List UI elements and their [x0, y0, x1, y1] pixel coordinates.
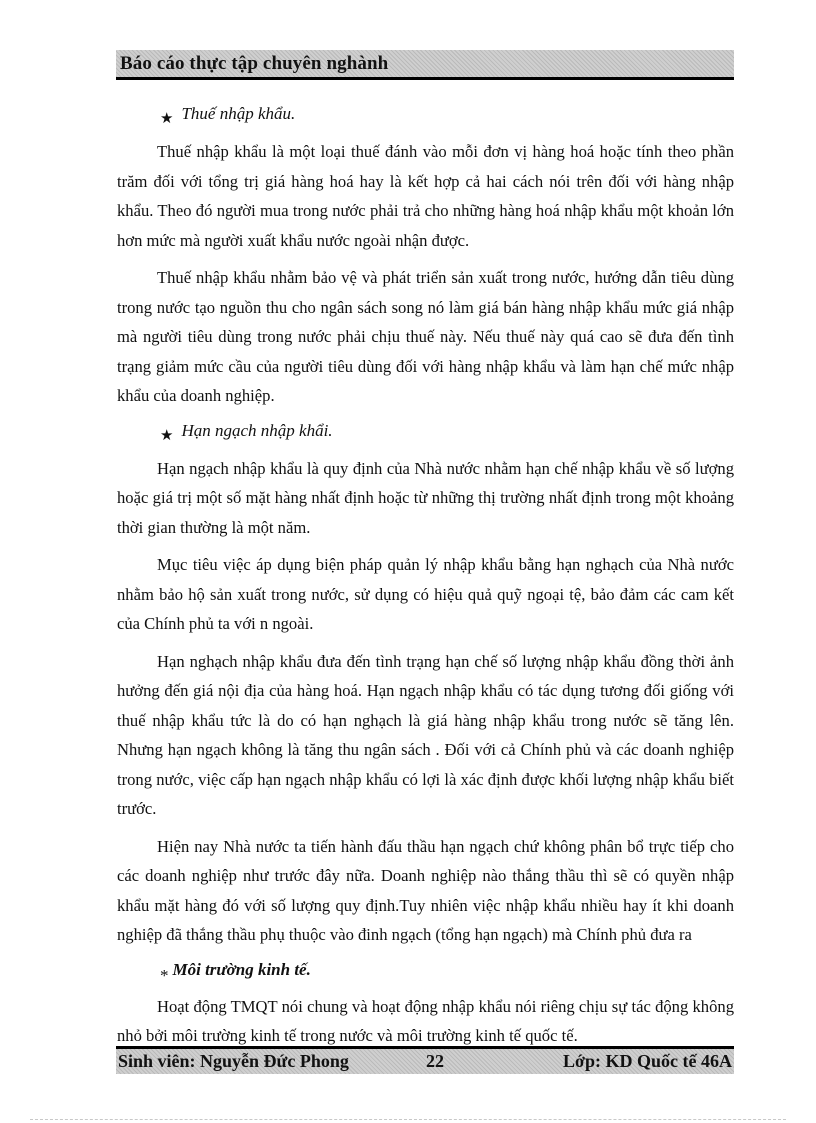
heading-import-tax: [160, 102, 734, 127]
paragraph: Thuế nhập khẩu là một loại thuế đánh vào mỗi đơn vị hàng hoá hoặc tính theo phần trăm đối với tổng trị giá hàng hoá hay là kết hợp cả hai cách nói trên đối với hàng nhập khẩu. Theo đó người mua trong nước phải trả cho những hàng hoá nhập khẩu một khoản lớn hơn mức mà người xuất khẩu nước ngoài nhận được.: [117, 142, 734, 250]
heading-economic-environment: [160, 958, 734, 985]
page-footer: [116, 1046, 734, 1074]
paragraph: Hiện nay Nhà nước ta tiến hành đấu thầu hạn ngạch chứ không phân bổ trực tiếp cho các doanh nghiệp như trước đây nữa. Doanh nghiệp nào thắng thầu thì sẽ có quyền nhập khẩu mặt hàng đó với số lượng quy định.Tuy nhiên việc nhập khẩu nhiều hay ít khi doanh nghiệp đã thắng thầu phụ thuộc vào đinh ngạch (tổng hạn ngạch) mà Chính phủ đưa ra: [117, 836, 734, 944]
footer-student-name: Sinh viên: Nguyễn Đức Phong: [118, 1051, 349, 1071]
paragraph: Mục tiêu việc áp dụng biện pháp quản lý nhập khẩu bằng hạn nghạch của Nhà nước nhằm bảo hộ sản xuất trong nước, sử dụng có hiệu quả quỹ ngoại tệ, bảo đảm các cam kết của Chính phủ ta với n ngoài.: [117, 555, 734, 633]
page-edge-divider: [30, 1119, 786, 1120]
heading-text: Hạn ngạch nhập khẩi.: [181, 420, 333, 440]
header-title: Báo cáo thực tập chuyên nghành: [120, 53, 389, 74]
star-bullet-icon: ★: [160, 427, 174, 444]
heading-import-quota: [160, 419, 734, 444]
star-bullet-icon: ★: [160, 111, 174, 127]
paragraph: Hoạt động TMQT nói chung và hoạt động nhập khẩu nói riêng chịu sự tác động không nhỏ bởi môi trường kinh tế trong nước và môi trường kinh tế quốc tế.: [117, 996, 734, 1045]
page-number: 22: [426, 1051, 444, 1071]
paragraph: Thuế nhập khẩu nhằm bảo vệ và phát triển sản xuất trong nước, hướng dẫn tiêu dùng trong nước tạo nguồn thu cho ngân sách song nó làm giá bán hàng nhập khẩu mức giá nhập mà người tiêu dùng trong nước phải chịu thuế này. Nếu thuế này quá cao sẽ đưa đến tình trạng giảm mức cầu của người tiêu dùng đối với hàng nhập khẩu và làm hạn chế mức nhập khẩu của doanh nghiệp.: [117, 268, 734, 405]
page-header: [116, 50, 734, 80]
footer-class: Lớp: KD Quốc tế 46A: [563, 1051, 732, 1071]
paragraph: Hạn ngạch nhập khẩu là quy định của Nhà nước nhằm hạn chế nhập khẩu về số lượng hoặc giá trị một số mặt hàng nhất định hoặc từ những thị trường nhất định trong một khoảng thời gian thường là một năm.: [117, 458, 734, 537]
page-body: [117, 98, 734, 1059]
paragraph: Hạn nghạch nhập khẩu đưa đến tình trạng hạn chế số lượng nhập khẩu đồng thời ảnh hưởng đến giá nội địa của hàng hoá. Hạn ngạch nhập khẩu có tác dụng tương đối giống với thuế nhập khẩu tức là do có hạn nghạch là giá hàng nhập khẩu trong nước sẽ tăng lên. Nhưng hạn ngạch không là tăng thu ngân sách . Đối với cả Chính phủ và các doanh nghiệp trong nước, việc cấp hạn ngạch nhập khẩu có lợi là xác định được khối lượng nhập khẩu biết trước.: [117, 651, 734, 818]
heading-text: Thuế nhập khẩu.: [181, 104, 296, 123]
heading-text: Môi trường kinh tế.: [172, 959, 311, 979]
asterisk-bullet-icon: *: [160, 965, 169, 985]
